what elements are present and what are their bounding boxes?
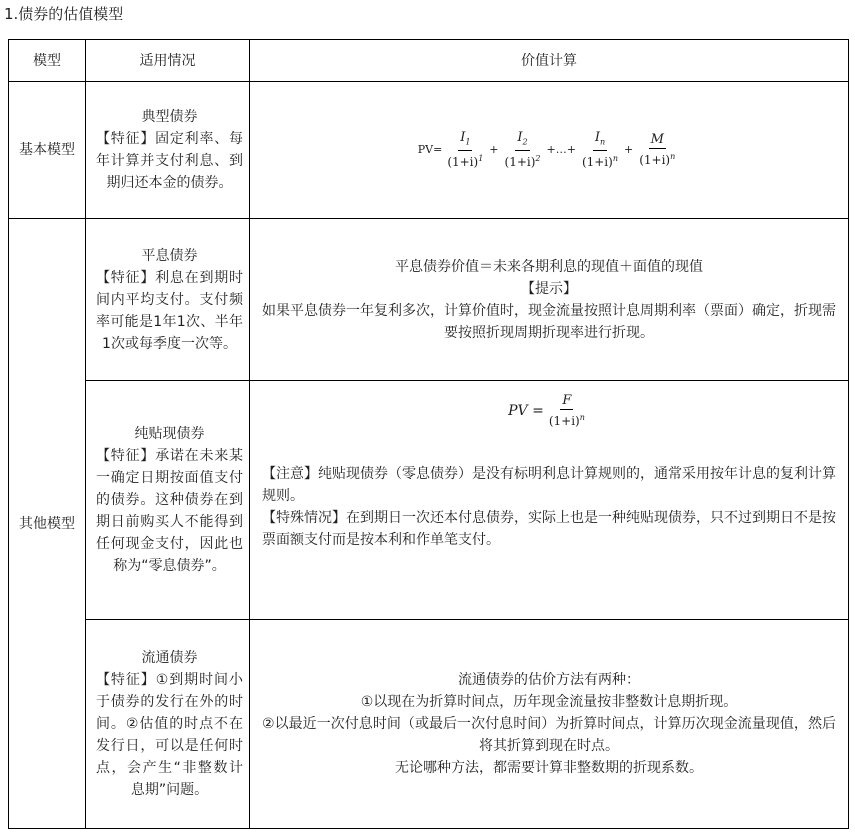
header-model: 模型 — [9, 40, 86, 82]
bond-type-desc: 【特征】承诺在未来某一确定日期按面值支付的债券。这种债券在到期日前购买人不能得到任何现金支付，因此也称为“零息债券”。 — [96, 448, 243, 574]
value-text: 【注意】纯贴现债券（零息债券）是没有标明利息计算规则的，通常采用按年计息的复利计算规则。 — [262, 466, 836, 504]
table-row-basic — [9, 82, 849, 219]
formula-term: $\frac{I_1}{(1+i)^1}$ — [447, 129, 484, 170]
formula-term: $\frac{F}{(1+i)^n}$ — [548, 393, 585, 428]
pv-formula: PV= $\frac{I_1}{(1+i)^1}$ + $\frac{I_2}{(1+i)^2}$ +…+ $\frac{I_n}{(1+i)^n}$ + $\frac{M}{(1+i)^n}$ — [417, 129, 676, 170]
table-row-level-coupon — [9, 219, 849, 381]
situation-cell-circulating — [86, 620, 250, 829]
value-cell-zero-coupon — [250, 381, 849, 620]
value-text: 【特殊情况】在到期日一次还本付息债券，实际上也是一种纯贴现债券，只不过到期日不是按票面额支付而是按本利和作单笔支付。 — [262, 510, 836, 548]
formula-lhs: PV = — [508, 403, 544, 419]
formula-term: $\frac{I_n}{(1+i)^n}$ — [581, 129, 618, 170]
value-text: 平息债券价值＝未来各期利息的现值＋面值的现值 — [395, 258, 703, 275]
bond-type-desc: 【特征】①到期时间小于债券的发行在外的时间。②估值的时点不在发行日，可以是任何时点，会产生“非整数计息期”问题。 — [96, 672, 243, 798]
bond-type-name: 纯贴现债券 — [134, 426, 205, 442]
header-value-calc: 价值计算 — [250, 40, 849, 82]
table-header-row — [9, 40, 849, 82]
value-cell-level-coupon — [250, 219, 849, 381]
bond-type-name: 流通债券 — [141, 650, 198, 666]
situation-cell-level-coupon — [86, 219, 250, 381]
value-text: 流通债券的估价方法有两种： — [458, 672, 640, 688]
value-cell-typical — [250, 82, 849, 219]
pv-formula-zero — [508, 393, 590, 429]
situation-cell-typical — [86, 82, 250, 219]
formula-lhs: PV= — [417, 143, 443, 156]
situation-cell-zero-coupon — [86, 381, 250, 620]
model-cell-other: 其他模型 — [9, 219, 86, 829]
bond-type-desc: 【特征】利息在到期时间内平均支付。支付频率可能是1年1次、半年1次或每季度一次等。 — [96, 269, 243, 352]
bond-type-name: 典型债券 — [141, 109, 198, 125]
header-situation: 适用情况 — [86, 40, 250, 82]
value-text: 如果平息债券一年复利多次，计算价值时，现金流量按照计息周期利率（票面）确定，折现需要按照折现周期折现率进行折现。 — [262, 302, 836, 341]
formula-term: $\frac{M}{(1+i)^n}$ — [639, 132, 676, 167]
table-row-circulating — [9, 620, 849, 829]
value-text: 【提示】 — [521, 280, 577, 297]
value-text: ①以现在为折算时间点，历年现金流量按非整数计息期折现。 — [360, 694, 738, 710]
value-text: 无论哪种方法，都需要计算非整数期的折现系数。 — [395, 760, 703, 776]
bond-valuation-table — [8, 39, 849, 829]
formula-term: $\frac{I_2}{(1+i)^2}$ — [504, 129, 541, 170]
bond-type-desc: 【特征】固定利率、每年计算并支付利息、到期归还本金的债券。 — [96, 131, 243, 191]
value-cell-circulating — [250, 620, 849, 829]
model-cell-basic: 基本模型 — [9, 82, 86, 219]
page-title: 1.债券的估值模型 — [4, 5, 124, 23]
bond-type-name: 平息债券 — [141, 247, 198, 264]
table-row-zero-coupon — [9, 381, 849, 620]
value-text: ②以最近一次付息时间（或最后一次付息时间）为折算时间点，计算历次现金流量现值，然后将其折算到现在时点。 — [262, 716, 836, 754]
